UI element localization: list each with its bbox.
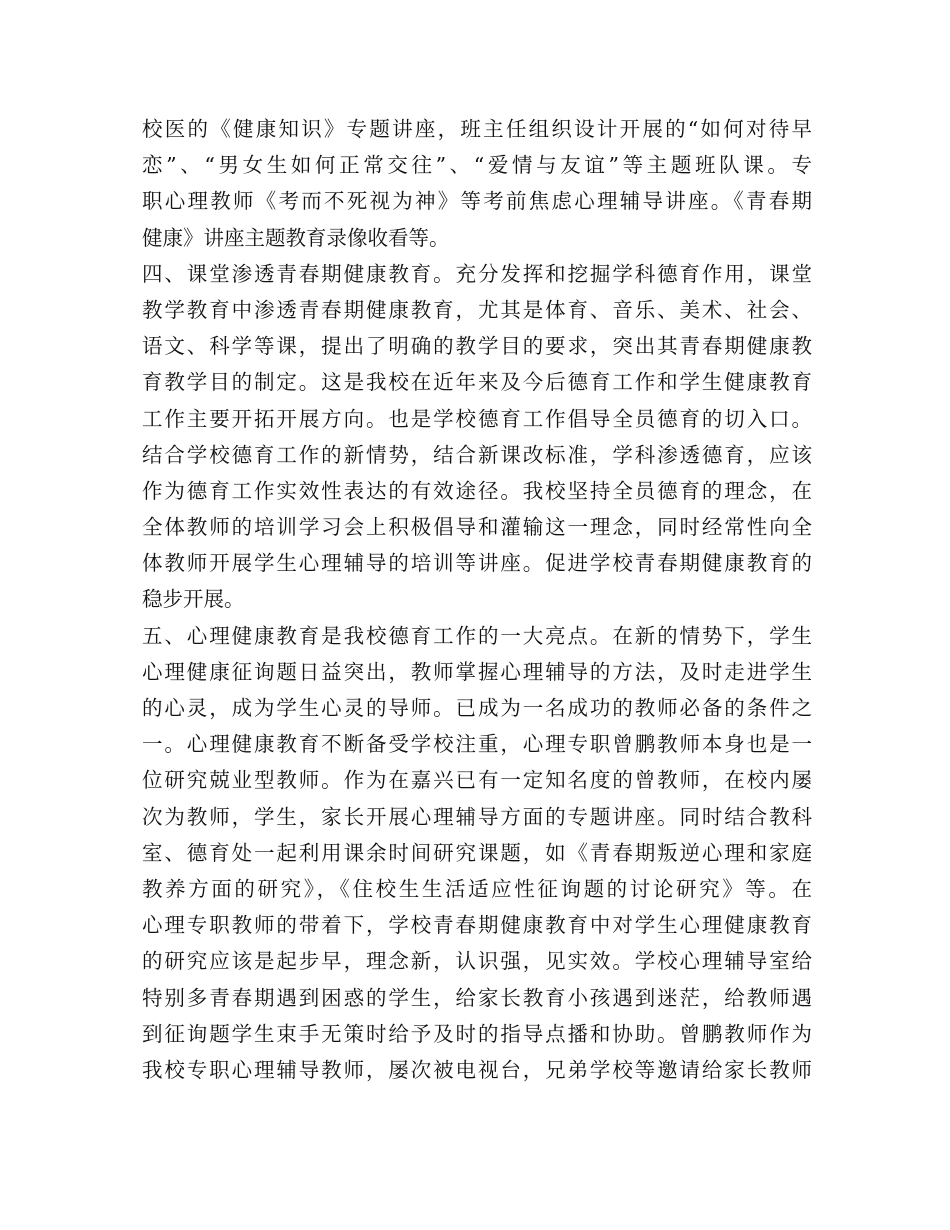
text-line: 四、课堂渗透青春期健康教育。充分发挥和挖掘学科德育作用，课堂 — [142, 261, 812, 286]
text-line: 次为教师，学生，家长开展心理辅导方面的专题讲座。同时结合教科 — [142, 804, 812, 829]
text-line: 稳步开展。 — [142, 587, 245, 612]
text-line: 职心理教师《考而不死视为神》等考前焦虑心理辅导讲座。《青春期 — [142, 189, 812, 214]
text-line: 一。心理健康教育不断备受学校注重，心理专职曾鹏教师本身也是一 — [142, 732, 812, 757]
text-line: 五、心理健康教育是我校德育工作的一大亮点。在新的情势下，学生 — [142, 623, 812, 648]
text-line: 心理专职教师的带着下，学校青春期健康教育中对学生心理健康教育 — [142, 913, 812, 938]
text-line: 作为德育工作实效性表达的有效途径。我校坚持全员德育的理念，在 — [142, 478, 812, 503]
text-line: 体教师开展学生心理辅导的培训等讲座。促进学校青春期健康教育的 — [142, 551, 812, 576]
text-line: 健康》讲座主题教育录像收看等。 — [142, 225, 450, 250]
text-line: 校医的《健康知识》专题讲座，班主任组织设计开展的“如何对待早 — [142, 117, 812, 141]
text-line: 教学教育中渗透青春期健康教育，尤其是体育、音乐、美术、社会、 — [142, 297, 812, 322]
text-line: 全体教师的培训学习会上积极倡导和灌输这一理念，同时经常性向全 — [142, 515, 812, 540]
text-line: 结合学校德育工作的新情势，结合新课改标准，学科渗透德育，应该 — [142, 442, 812, 467]
text-line: 心理健康征询题日益突出，教师掌握心理辅导的方法，及时走进学生 — [142, 659, 812, 684]
text-line: 室、德育处一起利用课余时间研究课题，如《青春期叛逆心理和家庭 — [142, 840, 812, 865]
text-line: 育教学目的制定。这是我校在近年来及今后德育工作和学生健康教育 — [142, 370, 812, 395]
text-line: 到征询题学生束手无策时给予及时的指导点播和协助。曾鹏教师作为 — [142, 1021, 812, 1046]
text-line: 特别多青春期遇到困惑的学生，给家长教育小孩遇到迷茫，给教师遇 — [142, 985, 812, 1010]
text-line: 我校专职心理辅导教师，屡次被电视台，兄弟学校等邀请给家长教师 — [142, 1057, 812, 1082]
body-text — [142, 111, 812, 1088]
text-line: 的研究应该是起步早，理念新，认识强，见实效。学校心理辅导室给 — [142, 949, 812, 974]
text-line: 工作主要开拓开展方向。也是学校德育工作倡导全员德育的切入口。 — [142, 406, 812, 431]
text-line: 恋”、“男女生如何正常交往”、“爱情与友谊”等主题班队课。专 — [142, 153, 812, 178]
text-line: 的心灵，成为学生心灵的导师。已成为一名成功的教师必备的条件之 — [142, 696, 812, 720]
text-line: 位研究兢业型教师。作为在嘉兴已有一定知名度的曾教师，在校内屡 — [142, 768, 812, 793]
text-line: 语文、科学等课，提出了明确的教学目的要求，突出其青春期健康教 — [142, 334, 812, 359]
text-line: 教养方面的研究》，《住校生生活适应性征询题的讨论研究》等。在 — [142, 876, 812, 901]
